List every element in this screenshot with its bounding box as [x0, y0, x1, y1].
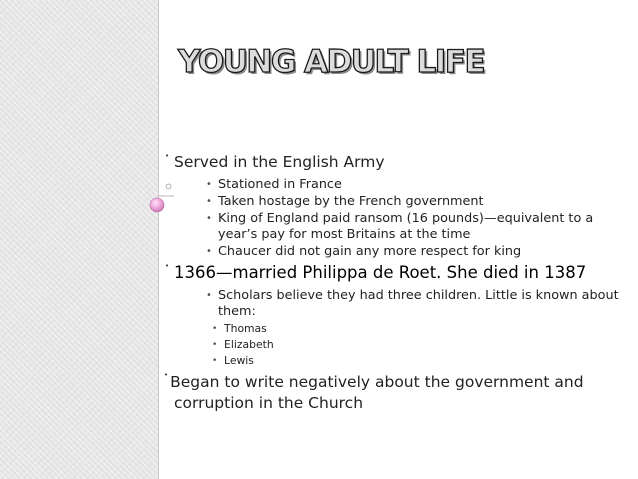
bullet-marker: •: [206, 290, 212, 301]
sub-bullet-text: Stationed in France: [218, 177, 342, 192]
sub-bullet-ransom: [164, 211, 634, 243]
bullet-marker: •: [206, 196, 212, 207]
bullet-marker: •: [165, 152, 170, 160]
bullet-marker: •: [164, 371, 169, 379]
bullet-text: 1366—married Philippa de Roet. She died in 1387: [174, 263, 587, 282]
child-elizabeth: [164, 338, 634, 352]
bullet-marker: •: [206, 213, 212, 224]
sub-bullet-text: Scholars believe they had three children. Little is known about them:: [218, 288, 619, 319]
sub-bullet-respect: [164, 244, 634, 260]
child-lewis: [164, 354, 634, 368]
child-name: Thomas: [224, 322, 267, 335]
bullet-marker: •: [206, 179, 212, 190]
bullet-marker: •: [212, 356, 218, 366]
sub-bullet-hostage: [164, 194, 634, 210]
sub-bullet-text: Taken hostage by the French government: [218, 194, 484, 209]
sub-bullet-stationed: [164, 177, 634, 193]
sub-bullet-text: King of England paid ransom (16 pounds)—equivalent to a year’s pay for most Britains at the time: [218, 211, 594, 242]
sub-bullet-text: Chaucer did not gain any more respect for king: [218, 244, 522, 259]
bullet-text: Began to write negatively about the government and corruption in the Church: [170, 373, 584, 412]
bullet-wrote-negatively: [164, 372, 634, 414]
bullet-served-army: [164, 152, 634, 173]
child-name: Lewis: [224, 354, 254, 367]
child-thomas: [164, 322, 634, 336]
child-name: Elizabeth: [224, 338, 274, 351]
slide-title: YOUNG ADULT LIFE: [178, 44, 485, 80]
connector-bead-pink: [150, 198, 164, 212]
bullet-married: [164, 262, 634, 284]
bullet-marker: •: [165, 262, 170, 270]
bullet-marker: •: [212, 340, 218, 350]
bullet-marker: •: [212, 324, 218, 334]
slide-content: [164, 152, 634, 414]
sub-bullet-children: [164, 288, 634, 320]
bullet-text: Served in the English Army: [174, 153, 385, 171]
bullet-marker: •: [206, 246, 212, 257]
